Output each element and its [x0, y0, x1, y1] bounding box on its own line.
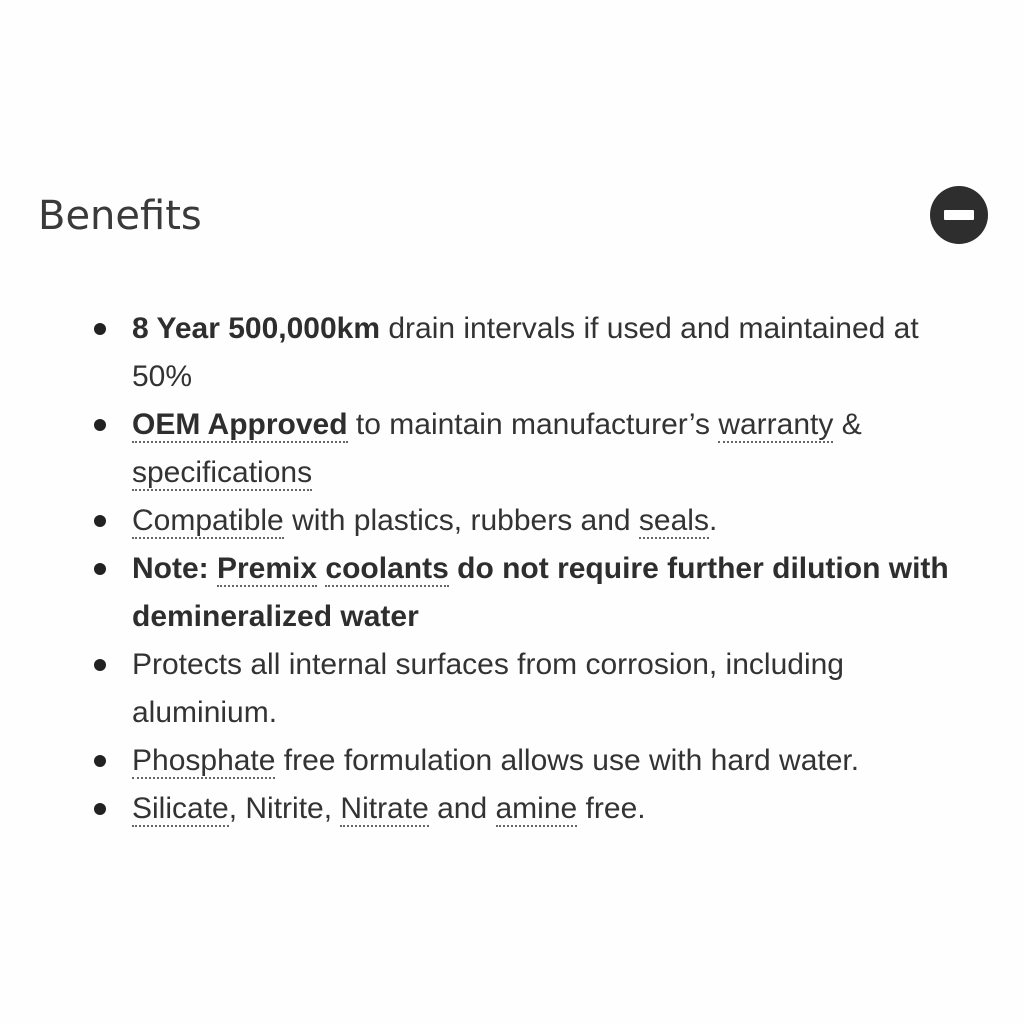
benefit-text: free.: [577, 792, 646, 825]
bullet-icon: [94, 803, 106, 815]
bullet-icon: [94, 659, 106, 671]
benefit-text: to maintain manufacturer’s: [347, 408, 719, 441]
glossary-term-phosphate[interactable]: Phosphate: [132, 744, 276, 777]
glossary-term-coolants[interactable]: coolants: [325, 552, 449, 585]
benefit-text: and: [428, 792, 496, 825]
glossary-term-seals[interactable]: seals: [638, 504, 709, 537]
benefit-highlight: 8 Year 500,000km: [132, 312, 381, 345]
benefit-text: &: [833, 408, 862, 441]
benefit-item-phosphate-free: [80, 737, 985, 785]
benefit-item-drain-intervals: [80, 305, 985, 401]
bullet-icon: [94, 563, 106, 575]
benefit-text: drain intervals if used and maintained at 50%: [132, 312, 919, 393]
bullet-icon: [94, 323, 106, 335]
benefit-text: with plastics, rubbers and: [283, 504, 639, 537]
collapse-toggle-button[interactable]: [930, 186, 988, 244]
benefit-item-corrosion-protection: [80, 641, 985, 737]
glossary-term-premix[interactable]: Premix: [217, 552, 318, 585]
glossary-term-nitrate[interactable]: Nitrate: [340, 792, 429, 825]
glossary-term-compatible[interactable]: Compatible: [132, 504, 284, 537]
benefit-text: , Nitrite,: [228, 792, 341, 825]
minus-circle-icon: [944, 210, 974, 220]
section-title: Benefits: [38, 193, 202, 239]
benefit-text: Note:: [132, 552, 217, 585]
glossary-term-specifications[interactable]: specifications: [132, 456, 313, 489]
bullet-icon: [94, 755, 106, 767]
benefit-item-silicate-free: [80, 785, 985, 833]
benefit-text: free formulation allows use with hard water.: [275, 744, 860, 777]
benefit-item-compatible: [80, 497, 985, 545]
benefit-item-oem-approved: [80, 401, 985, 497]
benefits-list: [80, 305, 985, 833]
glossary-term-warranty[interactable]: warranty: [718, 408, 834, 441]
benefit-item-premix-note: [80, 545, 985, 641]
bullet-icon: [94, 419, 106, 431]
glossary-term-amine[interactable]: amine: [495, 792, 578, 825]
glossary-term-silicate[interactable]: Silicate: [132, 792, 229, 825]
benefit-text: do not require further dilution with demineralized water: [132, 552, 949, 633]
benefits-section-header[interactable]: [38, 188, 990, 244]
benefit-text: .: [708, 504, 718, 537]
bullet-icon: [94, 515, 106, 527]
benefit-text: Protects all internal surfaces from corrosion, including aluminium.: [132, 648, 844, 729]
glossary-term-oem-approved[interactable]: OEM Approved: [132, 408, 348, 441]
